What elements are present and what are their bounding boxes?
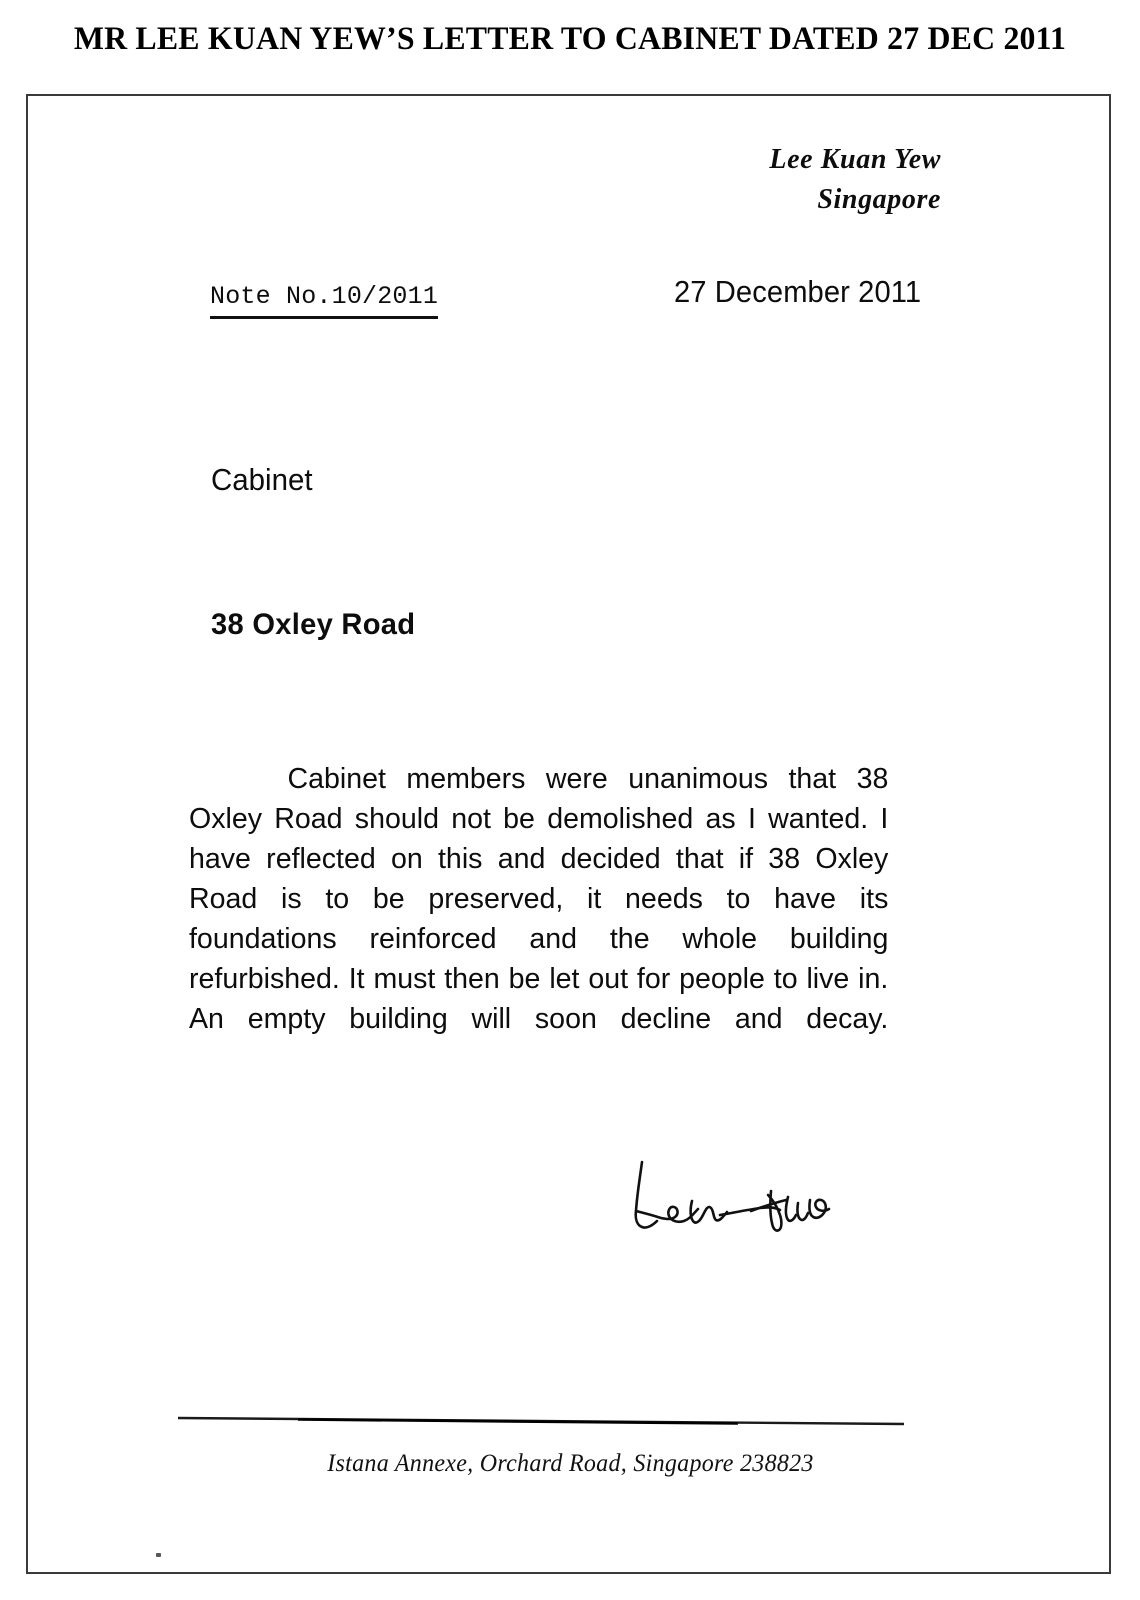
- signature-icon: [620, 1153, 865, 1238]
- footer-address: Istana Annexe, Orchard Road, Singapore 238823: [327, 1450, 814, 1477]
- letter-date: 27 December 2011: [674, 274, 922, 309]
- letterhead-name: Lee Kuan Yew: [769, 144, 941, 175]
- note-number: Note No.10/2011: [210, 282, 438, 319]
- scanned-letter-sheet: [26, 94, 1111, 1574]
- letterhead: [769, 140, 941, 221]
- body-paragraph: Cabinet members were unanimous that 38 Oxley Road should not be demolished as I wanted. I have reflected on this and decided that if 38 Oxley Road is to be preserved, it needs to have its foundations reinforced and the whole building refurbished. It must then be let out for people to live in. An empty building will soon decline and decay.: [189, 763, 889, 1035]
- footer-divider: [178, 1414, 904, 1428]
- addressee: Cabinet: [211, 462, 313, 497]
- letter-content: [28, 96, 1109, 1572]
- scan-artifact-speck: [156, 1553, 161, 1557]
- subject-heading: 38 Oxley Road: [211, 608, 416, 641]
- page-title: MR LEE KUAN YEW’S LETTER TO CABINET DATED 27 DEC 2011: [73, 21, 1067, 57]
- letter-body: [189, 759, 888, 1079]
- letterhead-place: Singapore: [817, 184, 941, 216]
